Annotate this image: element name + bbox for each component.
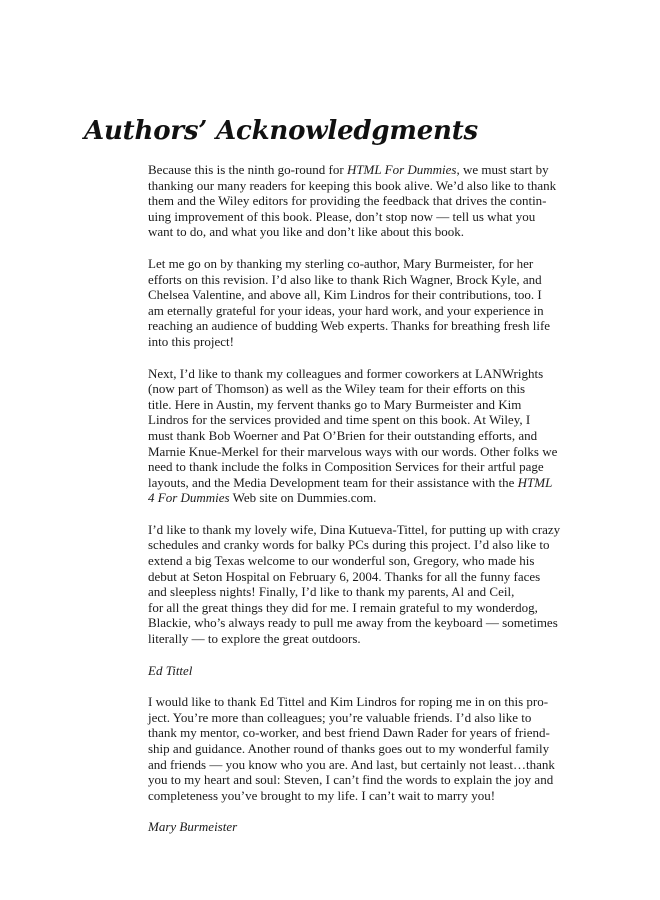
text-line: Blackie, who’s always ready to pull me away from the keyboard — sometimes (148, 615, 558, 631)
book-title: HTML (517, 474, 553, 490)
text-line: efforts on this revision. I’d also like to thank Rich Wagner, Brock Kyle, and (148, 271, 542, 287)
text-line: layouts, and the Media Development team for their assistance with the HTML (148, 474, 553, 490)
text-line: Next, I’d like to thank my colleagues and former coworkers at LANWrights (148, 365, 544, 381)
text-line: must thank Bob Woerner and Pat O’Brien for their outstanding efforts, and (148, 427, 538, 443)
text-line: Lindros for the services provided and time spent on this book. At Wiley, I (148, 412, 531, 428)
text-line: schedules and cranky words for balky PCs during this project. I’d also like to (148, 537, 550, 553)
text-line: ship and guidance. Another round of thanks goes out to my wonderful family (148, 741, 550, 756)
text-line: debut at Seton Hospital on February 6, 2004. Thanks for all the funny faces (148, 568, 541, 584)
paragraph-mary-thanks (148, 694, 578, 803)
text-line: thank my mentor, co-worker, and best friend Dawn Rader for years of friend- (148, 725, 550, 741)
text-line: Chelsea Valentine, and above all, Kim Lindros for their contributions, too. I (148, 287, 542, 303)
paragraph-family-thanks (148, 522, 578, 647)
book-title: 4 For Dummies (148, 490, 230, 506)
paragraph-ninth-go-round (148, 162, 578, 240)
text-line: uing improvement of this book. Please, don’t stop now — tell us what you (148, 208, 536, 224)
text-line: literally — to explore the great outdoors. (148, 631, 361, 647)
text-line: ject. You’re more than colleagues; you’re valuable friends. I’d also like to (148, 709, 532, 725)
signature-ed-tittel: Ed Tittel (148, 662, 193, 678)
text-line: reaching an audience of budding Web experts. Thanks for breathing fresh life (148, 318, 551, 334)
book-title: HTML For Dummies (346, 162, 457, 177)
paragraph-colleagues-thanks (148, 366, 578, 506)
page-title: Authors’ Acknowledgments (84, 116, 478, 146)
text-line: want to do, and what you like and don’t like about this book. (148, 224, 465, 240)
text-line: into this project! (148, 333, 234, 349)
paragraph-coauthor-thanks (148, 256, 578, 350)
signature-mary-burmeister: Mary Burmeister (148, 819, 238, 835)
text-line: am eternally grateful for your ideas, your hard work, and your experience in (148, 302, 544, 318)
text-line: Marnie Knue-Merkel for their marvelous ways with our words. Other folks we (148, 443, 558, 459)
text-line: (now part of Thomson) as well as the Wiley team for their efforts on this (148, 381, 526, 397)
text-line: completeness you’ve brought to my life. I can’t wait to marry you! (148, 787, 496, 803)
text-line: extend a big Texas welcome to our wonderful son, Gregory, who made his (148, 553, 535, 569)
text-line: thanking our many readers for keeping this book alive. We’d also like to thank (148, 177, 557, 193)
text-line: 4 For Dummies Web site on Dummies.com. (148, 490, 377, 506)
text-line: and sleepless nights! Finally, I’d like to thank my parents, Al and Ceil, (148, 584, 515, 600)
text-line: and friends — you know who you are. And last, but certainly not least…thank (148, 756, 555, 772)
text-line: for all the great things they did for me. I remain grateful to my wonderdog, (148, 599, 538, 615)
text-line: them and the Wiley editors for providing the feedback that drives the contin- (148, 193, 547, 209)
text-line: I’d like to thank my lovely wife, Dina Kutueva-Tittel, for putting up with crazy (148, 521, 561, 537)
text-line: title. Here in Austin, my fervent thanks go to Mary Burmeister and Kim (148, 396, 522, 412)
text-line: I would like to thank Ed Tittel and Kim Lindros for roping me in on this pro- (148, 694, 549, 710)
text-line: you to my heart and soul: Steven, I can’t find the words to explain the joy and (148, 772, 554, 788)
text-line: need to thank include the folks in Composition Services for their artful page (148, 459, 544, 475)
acknowledgments-body (148, 162, 578, 851)
text-line: Because this is the ninth go-round for HTML For Dummies, we must start by (148, 162, 549, 177)
text-line: Let me go on by thanking my sterling co-author, Mary Burmeister, for her (148, 255, 534, 271)
